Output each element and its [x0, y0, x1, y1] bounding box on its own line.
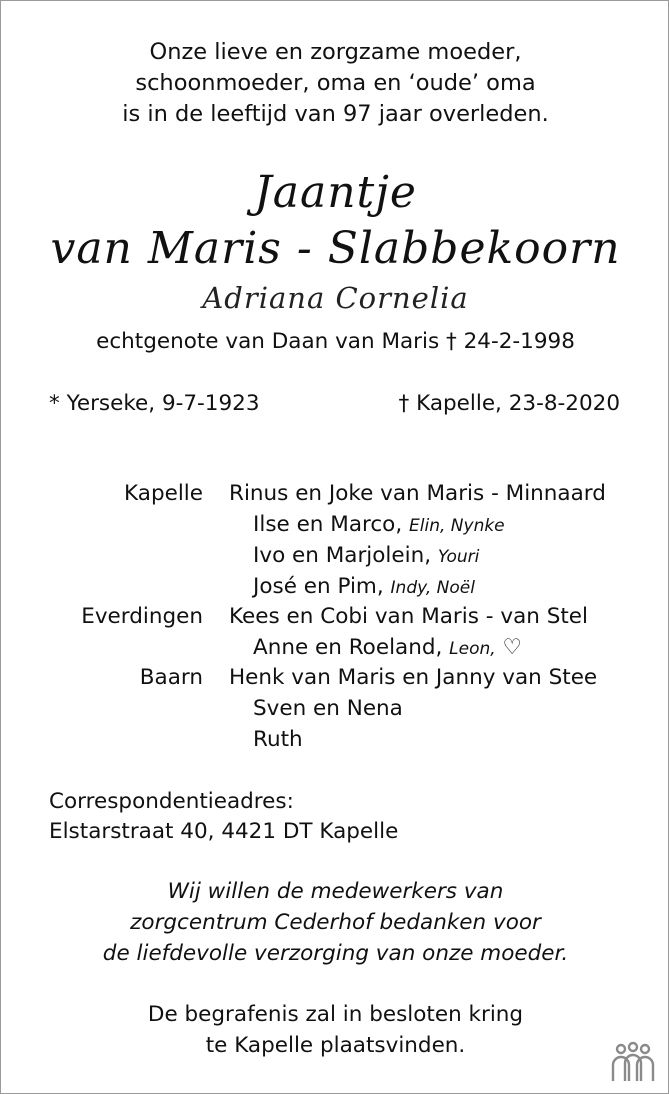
list-item	[1, 512, 669, 543]
family-names-line	[253, 635, 522, 660]
birth-date: * Yerseke, 9-7-1923	[49, 391, 260, 416]
family-names-line	[253, 543, 479, 568]
family-place: Kapelle	[124, 481, 203, 506]
grandchildren: Leon,	[449, 639, 496, 659]
grandchildren: Elin, Nynke	[409, 516, 505, 536]
list-item	[1, 727, 669, 758]
family-names: Henk van Maris en Janny van Stee	[229, 665, 598, 690]
family-names: Ivo en Marjolein,	[253, 543, 432, 568]
family-place: Baarn	[139, 665, 203, 690]
funeral-line-1: De begrafenis zal in besloten kring	[147, 1002, 524, 1027]
thanks-line-3: de liefdevolle verzorging van onze moeder.	[102, 941, 569, 966]
intro-line-2: schoonmoeder, oma en ‘oude’ oma	[135, 70, 536, 96]
list-item	[1, 604, 669, 635]
list-item	[1, 635, 669, 666]
given-names: Adriana Cornelia	[202, 281, 469, 315]
intro-line-1: Onze lieve en zorgzame moeder,	[149, 39, 522, 65]
family-names: José en Pim,	[253, 574, 384, 599]
first-name: Jaantje	[254, 167, 417, 218]
family-names: Anne en Roeland,	[253, 635, 443, 660]
surname: van Maris - Slabbekoorn	[50, 223, 621, 274]
family-logo-icon	[609, 1041, 657, 1085]
grandchildren: Indy, Noël	[390, 578, 475, 598]
family-place: Everdingen	[81, 604, 203, 629]
thanks-line-1: Wij willen de medewerkers van	[167, 879, 504, 904]
correspondence-address: Elstarstraat 40, 4421 DT Kapelle	[49, 819, 399, 844]
heart-icon: ♡	[502, 635, 522, 660]
funeral-line-2: te Kapelle plaatsvinden.	[205, 1033, 466, 1058]
family-names: Sven en Nena	[253, 696, 403, 721]
spouse-line: echtgenote van Daan van Maris † 24-2-1998	[96, 329, 575, 354]
list-item	[1, 481, 669, 512]
family-names-line	[253, 574, 475, 599]
list-item	[1, 665, 669, 696]
grandchildren: Youri	[437, 547, 480, 567]
family-names: Ruth	[253, 727, 303, 752]
list-item	[1, 543, 669, 574]
thanks-line-2: zorgcentrum Cederhof bedanken voor	[130, 910, 541, 935]
correspondence-label: Correspondentieadres:	[49, 789, 294, 814]
family-names: Rinus en Joke van Maris - Minnaard	[229, 481, 606, 506]
family-names-line	[253, 512, 505, 537]
intro-line-3: is in de leeftijd van 97 jaar overleden.	[122, 101, 549, 127]
family-names: Kees en Cobi van Maris - van Stel	[229, 604, 588, 629]
family-names: Ilse en Marco,	[253, 512, 403, 537]
list-item	[1, 574, 669, 605]
death-date: † Kapelle, 23-8-2020	[398, 391, 620, 416]
list-item	[1, 696, 669, 727]
